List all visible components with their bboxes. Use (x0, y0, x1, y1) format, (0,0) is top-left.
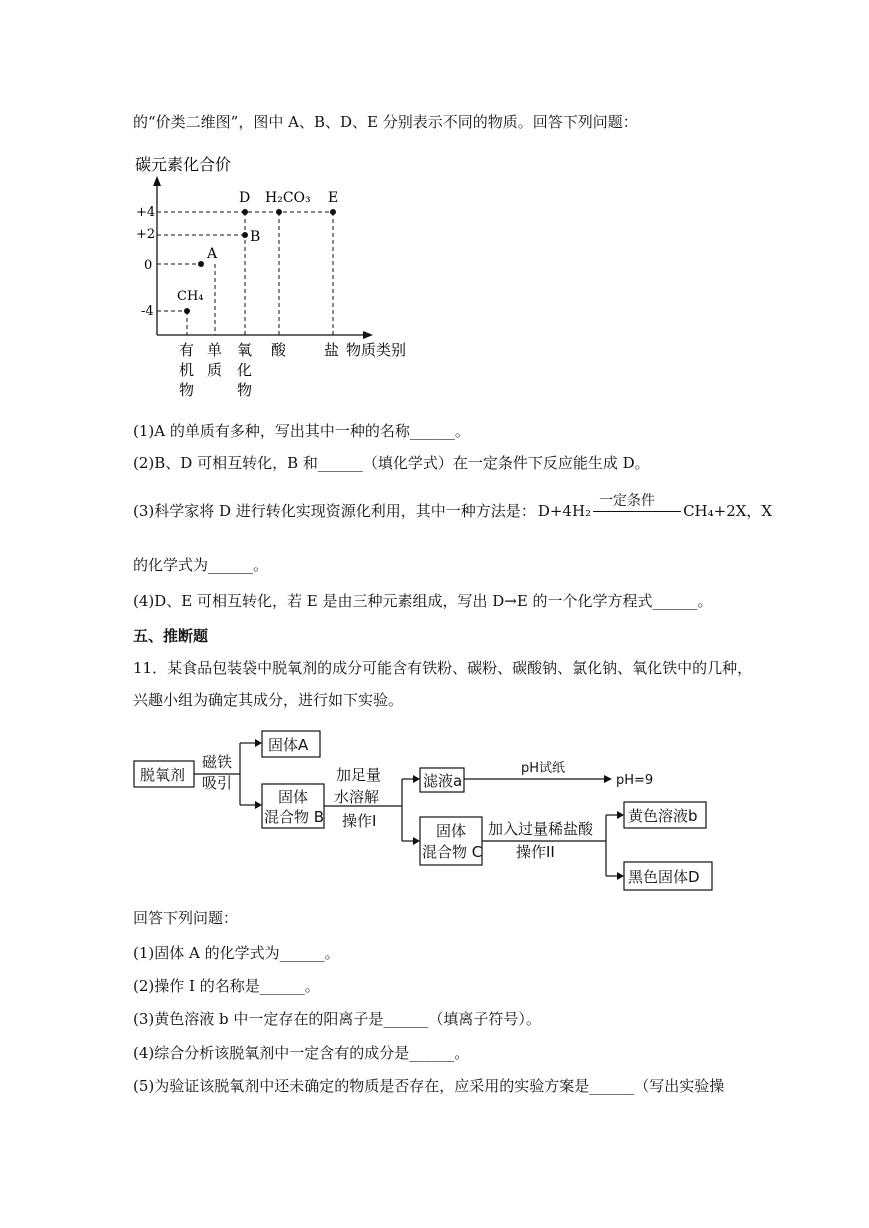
point-label-h2co3: H₂CO₃ (265, 190, 311, 206)
point-label-a: A (207, 246, 218, 262)
equation-left: D+4H₂ (537, 502, 592, 520)
x-category-char: 氧 (237, 341, 253, 359)
x-category-char: 酸 (271, 341, 287, 359)
x-category-char: 单 (207, 341, 223, 359)
label-yellow-solution: 黄色溶液b (628, 807, 698, 825)
label-filtrate-a: 滤液a (423, 772, 463, 790)
arrow-head (413, 775, 420, 783)
arrow-head (617, 811, 624, 819)
label-solid-mix-c: 混合物 C (422, 843, 483, 861)
y-tick-label: +2 (136, 227, 156, 242)
label-ph-paper: pH试纸 (521, 761, 566, 776)
problem-11-line-2: 兴趣小组为确定其成分，进行如下实验。 (133, 691, 404, 709)
x-category-char: 物 (237, 381, 253, 399)
problem-11-line-1: 11．某食品包装袋中脱氧剂的成分可能含有铁粉、碳粉、碳酸钠、氯化钠、氧化铁中的几种， (133, 659, 753, 677)
arrow-head (255, 739, 262, 747)
label-water-step: 加足量 (336, 766, 382, 784)
answer-intro: 回答下列问题： (133, 909, 239, 927)
arrow-head (255, 801, 262, 809)
arrow-head (604, 775, 612, 783)
point-label-e: E (328, 190, 339, 206)
label-acid-step: 加入过量稀盐酸 (488, 820, 594, 838)
question-3-prefix: (3)科学家将 D 进行转化实现资源化利用，其中一种方法是： (133, 502, 536, 520)
arrow-head (413, 837, 420, 845)
label-water-step: 水溶解 (334, 788, 380, 806)
question-2: (2)B、D 可相互转化，B 和______（填化学式）在一定条件下反应能生成 D。 (133, 454, 650, 472)
y-tick-label: +4 (136, 205, 156, 220)
label-solid-mix-c: 固体 (436, 822, 467, 840)
reaction-condition: 一定条件 (599, 493, 656, 509)
question-5-1: (1)固体 A 的化学式为______。 (133, 944, 340, 962)
y-tick-label: -4 (141, 304, 154, 319)
label-water-step: 操作I (342, 812, 377, 830)
x-category-char: 机 (179, 361, 195, 379)
intro-line: 的“价类二维图”，图中 A、B、D、E 分别表示不同的物质。回答下列问题： (133, 113, 638, 131)
arrow-head (617, 872, 624, 880)
x-category-char: 化 (237, 361, 253, 379)
equation-right: CH₄+2X，X (683, 502, 773, 520)
label-black-solid: 黑色固体D (628, 868, 700, 886)
question-5-5: (5)为验证该脱氧剂中还未确定的物质是否存在，应采用的实验方案是______（写出实验操 (133, 1077, 725, 1095)
label-ph-value: pH=9 (616, 773, 654, 788)
label-solid-a: 固体A (268, 736, 309, 754)
section-title: 五、推断题 (133, 627, 209, 645)
point-label-d: D (239, 190, 251, 206)
question-5-3: (3)黄色溶液 b 中一定存在的阳离子是______（填离子符号）。 (133, 1010, 541, 1028)
question-3-continued: 的化学式为______。 (133, 556, 269, 574)
question-1: (1)A 的单质有多种，写出其中一种的名称______。 (133, 422, 470, 440)
label-magnet: 吸引 (202, 774, 233, 792)
y-axis-label: 碳元素化合价 (135, 155, 232, 174)
question-4: (4)D、E 可相互转化，若 E 是由三种元素组成，写出 D→E 的一个化学方程式______。 (133, 592, 713, 610)
question-5-4: (4)综合分析该脱氧剂中一定含有的成分是______。 (133, 1044, 470, 1062)
x-axis-label: 物质类别 (346, 341, 407, 359)
point-label-ch4: CH₄ (177, 289, 204, 304)
label-solid-mix-b: 固体 (278, 788, 309, 806)
label-acid-step: 操作II (516, 843, 555, 861)
question-5-2: (2)操作 I 的名称是______。 (133, 977, 320, 995)
point-label-b: B (250, 229, 261, 245)
label-deoxidizer: 脱氧剂 (140, 766, 186, 784)
x-category-char: 盐 (324, 341, 340, 359)
label-solid-mix-b: 混合物 B (264, 808, 325, 826)
label-magnet: 磁铁 (202, 753, 233, 771)
y-tick-label: 0 (144, 258, 153, 273)
x-category-char: 物 (179, 381, 195, 399)
x-category-char: 有 (179, 341, 195, 359)
x-category-char: 质 (207, 361, 223, 379)
